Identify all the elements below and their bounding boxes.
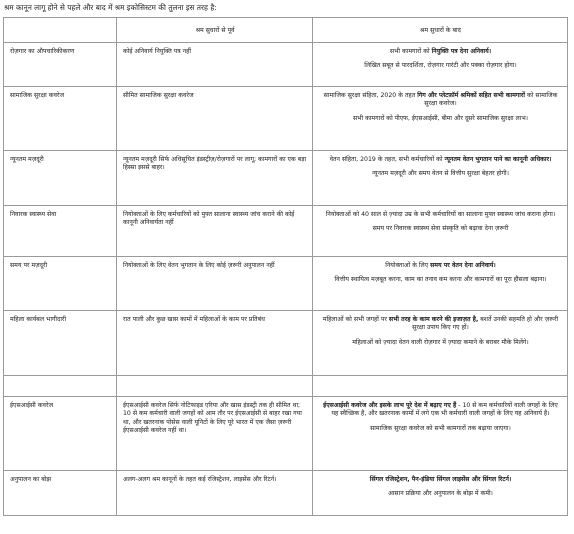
after-paragraph: लिखित सबूत से पारदर्शिता, रोज़गार गारंटी और पक्का रोज़गार होगा। [364,62,517,70]
row-category: निवारक स्वास्थ्य सेवा [4,206,117,257]
emphasis-text: न्यूनतम वेतन भुगतान पाने का कानूनी अधिकार। [444,156,552,163]
row-after-reform [313,376,568,397]
emphasis-text: सभी तरह के काम करने की इजाज़त है, [388,316,479,323]
table-row [4,87,568,151]
emphasis-text: नियुक्ति पत्र देना अनिवार्य। [431,48,492,55]
after-paragraph: महिलाओं को ज़्यादा वेतन वाली रोज़गार में ज़्यादा कमाने के बराबर मौके मिलेंगे। [352,338,529,346]
after-paragraph: नियोक्ताओं को 40 साल से ज़्यादा उम्र के सभी कर्मचारियों का सालाना मुफ्त स्वास्थ्य जांच कराना होगा। [325,211,556,218]
row-before-reform: ईएसआईसी कवरेज सिर्फ नोटिफाइड एरिया और खास इंडस्ट्री तक ही सीमित था; 10 से कम कर्मचारी वाली जगहों को आम तौर पर ईएसआईसी से बाहर रखा गया था, और खतरनाक पोसेस वाली यूनिटों के लिए पूरे भारत में एक जैसा ज़रूरी ईएसआईसी कवरेज नहीं था। [117,397,313,471]
header-category [4,18,117,43]
row-before-reform: न्यूनतम मज़दूरी सिर्फ अधिसूचित इंडस्ट्रीज़/रोज़गारों पर लागू; कामगारों का एक बड़ा हिस्सा इससे बाहर। [117,151,313,206]
row-before-reform: नियोक्ताओं के लिए कर्मचारियों को मुफ्त सालाना स्वास्थ्य जांच कराने की कोई कानूनी अनिवार्यता नहीं [117,206,313,257]
table-row [4,206,568,257]
table-row [4,397,568,471]
row-before-reform [117,376,313,397]
after-paragraph: सभी कामगारों को नियुक्ति पत्र देना अनिवार्य। [389,48,492,55]
row-before-reform: सीमित सामाजिक सुरक्षा कवरेज [117,87,313,151]
emphasis-text: समय पर वेतन देना अनिवार्य। [430,262,496,269]
emphasis-text: ईएसआईसी कवरेज और इसके लाभ पूरे देश में बढ़ाए गए हैं [323,402,457,409]
table-row [4,257,568,311]
row-category: महिला कार्यबल भागीदारी [4,311,117,376]
table-header-row [4,18,568,43]
row-category: न्यूनतम मज़दूरी [4,151,117,206]
row-after-reform [313,206,568,257]
row-before-reform: रात पाली और कुछ खास कामों में महिलाओं के काम पर प्रतिबंध [117,311,313,376]
comparison-table [3,17,568,516]
after-paragraph: महिलाओं को सभी जगहों पर सभी तरह के काम करने की इजाज़त है, बशर्ते उनकी सहमति हो और ज़रूरी सुरक्षा उपाय किए गए हों। [322,316,559,332]
after-paragraph: ईएसआईसी कवरेज और इसके लाभ पूरे देश में बढ़ाए गए हैं - 10 से कम कर्मचारियों वाली जगहों के लिए यह स्वैच्छिक है, और खतरनाक कामों में लगे एक भी कर्मचारी वाली जगहों के लिए यह अनिवार्य है। [323,402,558,418]
table-row [4,43,568,87]
row-category: अनुपालन का बोझ [4,471,117,516]
header-after: श्रम सुधारों के बाद [313,18,568,43]
table-row [4,471,568,516]
emphasis-text: गिग और प्लेटफ़ॉर्म श्रमिकों सहित सभी कामगारों [417,92,526,99]
after-paragraph: वित्तीय स्थायित्व मज़बूत करना, काम का तनाव कम करना और कामगारों का पूरा हौसला बढ़ाना। [334,276,547,284]
after-paragraph: वेतन संहिता, 2019 के तहत, सभी कर्मचारियों को न्यूनतम वेतन भुगतान पाने का कानूनी अधिकार। [329,156,552,163]
after-paragraph: नियोक्ताओं के लिए समय पर वेतन देना अनिवार्य। [385,262,496,269]
row-after-reform [313,471,568,516]
row-before-reform: अलग-अलग श्रम कानूनों के तहत कई रजिस्ट्रेशन, लाइसेंस और रिटर्न। [117,471,313,516]
after-paragraph: समय पर निवारक स्वास्थ्य सेवा संस्कृति को बढ़ावा देना ज़रूरी [372,225,509,233]
intro-text: श्रम कानून लागू होने से पहले और बाद में श्रम इकोसिस्टम की तुलना इस तरह है: [4,3,217,12]
table-row [4,311,568,376]
after-paragraph: सभी कामगारों को पीएफ, ईएसआईसी, बीमा और दूसरे सामाजिक सुरक्षा लाभ। [352,114,529,122]
after-paragraph: न्यूनतम मज़दूरी और समय वेतन से वित्तीय सुरक्षा बेहतर होगी। [372,170,509,178]
row-after-reform [313,311,568,376]
after-paragraph: सामाजिक सुरक्षा कवरेज को सभी कामगारों तक बढ़ाया जाएगा। [370,424,511,432]
after-paragraph [319,476,562,484]
after-paragraph: आसान प्रक्रिया और अनुपालन के बोझ में कमी। [388,490,493,498]
row-after-reform [313,397,568,471]
table-row [4,376,568,397]
row-before-reform: नियोक्ताओं के लिए वेतन भुगतान के लिए कोई ज़रूरी अनुपालन नहीं [117,257,313,311]
header-before: श्रम सुधारों से पूर्व [117,18,313,43]
row-category: रोज़गार का औपचारिकीकरण [4,43,117,87]
row-after-reform [313,43,568,87]
row-category: सामाजिक सुरक्षा कवरेज [4,87,117,151]
row-after-reform [313,151,568,206]
row-category: ईएसआईसी कवरेज [4,397,117,471]
row-after-reform [313,87,568,151]
row-category [4,376,117,397]
table-row [4,151,568,206]
emphasis-text: सिंगल रजिस्ट्रेशन, पैन-इंडिया सिंगल लाइसेंस और सिंगल रिटर्न। [369,476,512,483]
row-category: समय पर मज़दूरी [4,257,117,311]
row-after-reform [313,257,568,311]
after-paragraph: सामाजिक सुरक्षा संहिता, 2020 के तहत गिग और प्लेटफ़ॉर्म श्रमिकों सहित सभी कामगारों को सामाजिक सुरक्षा कवरेज। [323,92,558,108]
row-before-reform: कोई अनिवार्य नियुक्ति पत्र नहीं [117,43,313,87]
